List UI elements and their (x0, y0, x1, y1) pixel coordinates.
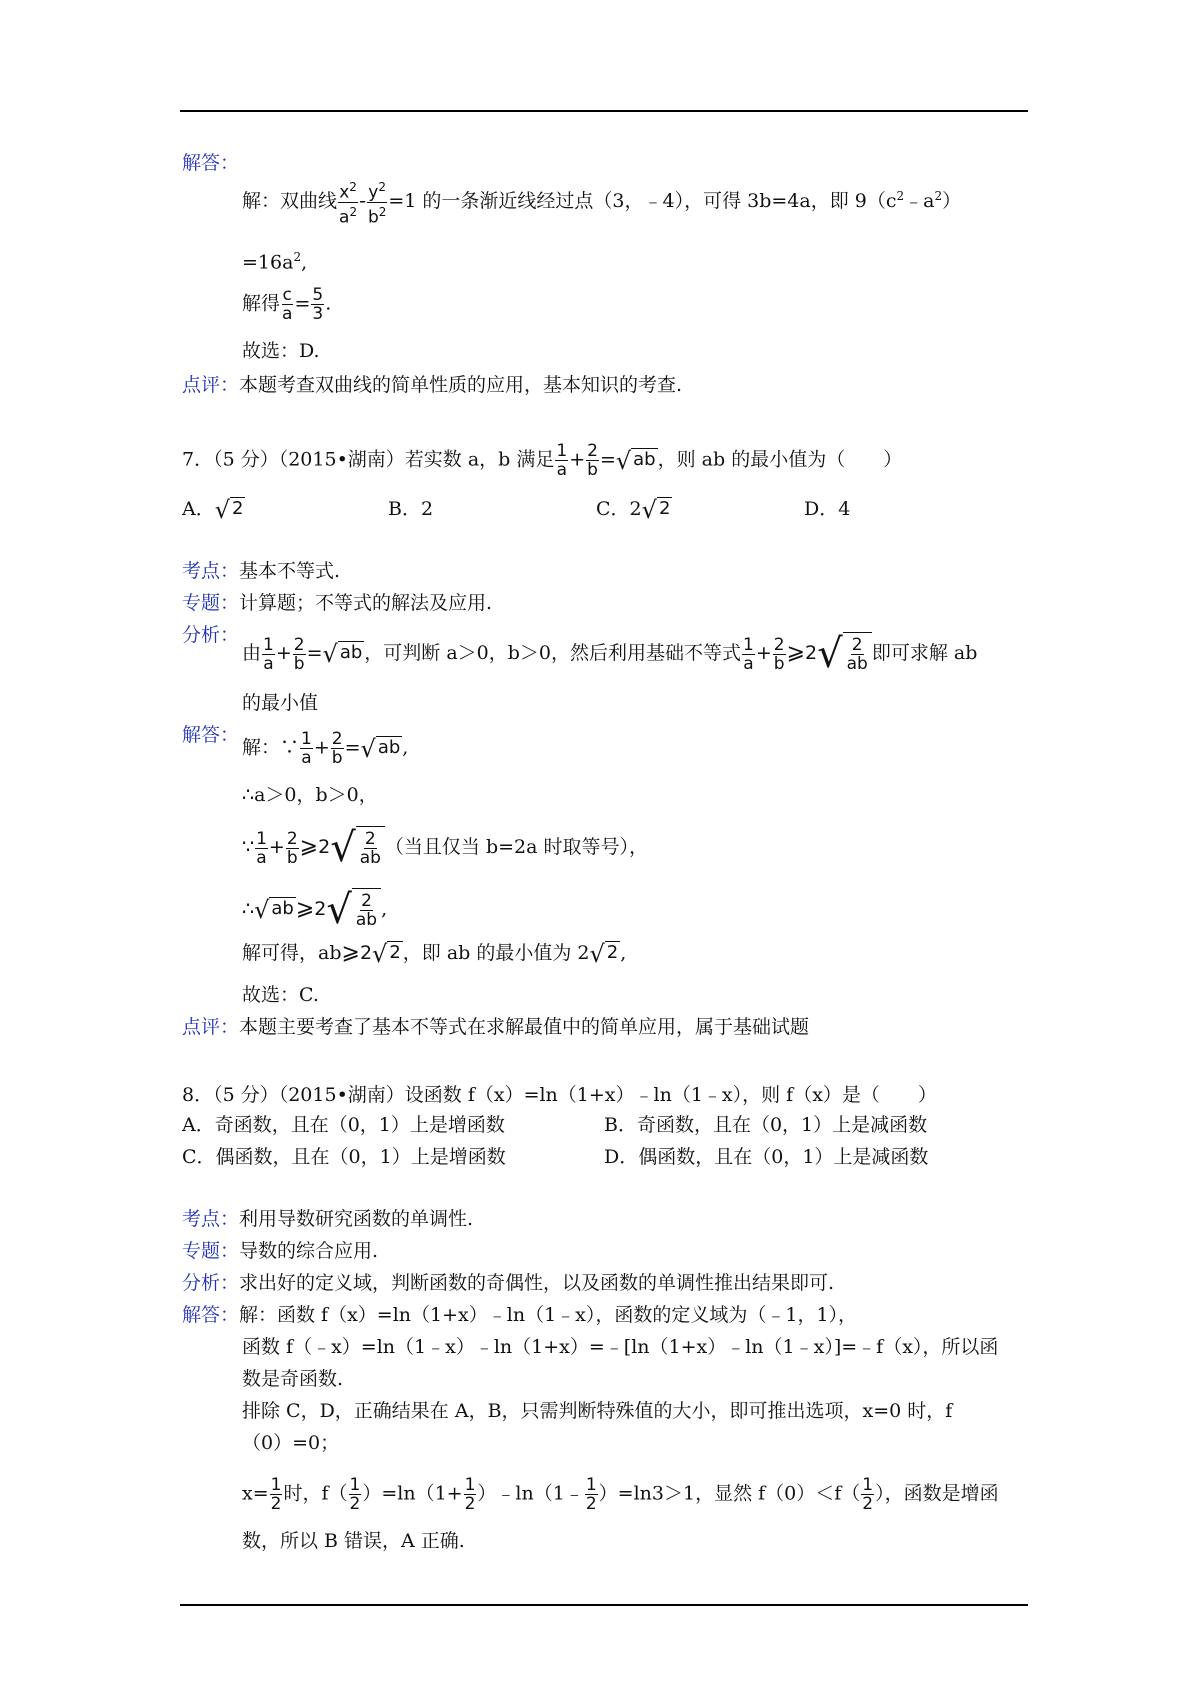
q7-solution-line2: ∴a＞0，b＞0， (242, 784, 378, 806)
sqrt-2-over-ab: √ $\frac{2}{ab}$ (326, 888, 381, 932)
q7-analysis-line2: 的最小值 (242, 692, 319, 714)
q7-comment: 点评：本题主要考查了基本不等式在求解最值中的简单应用，属于基础试题 (182, 1016, 810, 1038)
q8-answer-line2: 函数 f（﹣x）=ln（1﹣x）﹣ln（1+x）=﹣[ln（1+x）﹣ln（1﹣x）]=﹣f（x），所以函 (242, 1336, 999, 1358)
frac-x2-a2: $\frac{x^2}{a^2}$ (339, 180, 358, 228)
sqrt-ab: √ ab (254, 896, 294, 924)
q7-analysis-line1: 由 $\frac{1}{a}$ + $\frac{2}{b}$ = √ ab ，可判断 a＞0，b＞0，然后利用基础不等式 $\frac{1}{a}$ + $\frac{2}{b}$ ⩾2 √ $\frac{2}{ab}$ 即可求解 ab (242, 631, 978, 677)
q7-option-c: C．2 √ 2 (596, 496, 671, 524)
frac-2-b: $\frac{2}{b}$ (286, 828, 298, 868)
sqrt-2: √ 2 (214, 496, 244, 524)
q8-option-c: C．偶函数，且在（0，1）上是增函数 (182, 1146, 506, 1168)
frac-2-b: $\frac{2}{b}$ (331, 729, 343, 768)
frac-1-a: $\frac{1}{a}$ (556, 441, 568, 480)
q8-answer-line3: 数是奇函数. (242, 1368, 344, 1390)
q7-topic: 专题：计算题；不等式的解法及应用. (182, 592, 493, 614)
q7-option-b: B．2 (388, 498, 434, 520)
sqrt-ab: √ ab (615, 446, 656, 475)
q7-solution-line4: ∴ √ ab ⩾2 √ $\frac{2}{ab}$ , (242, 887, 388, 933)
frac-2-b: $\frac{2}{b}$ (587, 441, 598, 480)
frac-y2-b2: $\frac{y^2}{b^2}$ (367, 180, 387, 228)
sqrt-2: √ 2 (372, 940, 401, 968)
bottom-rule (180, 1604, 1028, 1606)
q7-solution-line1: 解：∵ $\frac{1}{a}$ + $\frac{2}{b}$ = √ ab , (242, 729, 409, 768)
q8-answer-line6: x= $\frac{1}{2}$ 时，f（ $\frac{1}{2}$ ）=ln（1+ $\frac{1}{2}$ ）﹣ln（1﹣ $\frac{1}{2}$ ）=ln3＞1，显然 f（0）＜f（ $\frac{1}{2}$ ），函数是增函 (242, 1475, 999, 1514)
q8-analysis: 分析：求出好的定义域，判断函数的奇偶性，以及函数的单调性推出结果即可. (182, 1272, 835, 1294)
q7-option-a: A． √ 2 (182, 496, 244, 524)
frac-1-a: $\frac{1}{a}$ (256, 828, 267, 868)
frac-2-b: $\frac{2}{b}$ (293, 634, 305, 674)
q8-answer-line4: 排除 C，D，正确结果在 A，B，只需判断特殊值的大小，即可推出选项，x=0 时，f (242, 1400, 953, 1422)
frac-half: $\frac{1}{2}$ (464, 1475, 476, 1514)
q8-answer-line1: 解答：解：函数 f（x）=ln（1+x）﹣ln（1﹣x），函数的定义域为（﹣1，1）， (182, 1304, 858, 1326)
q8-stem: 8．（5 分）（2015•湖南）设函数 f（x）=ln（1+x）﹣ln（1﹣x），则 f（x）是（ ） (182, 1084, 937, 1106)
q6-comment: 点评：本题考查双曲线的简单性质的应用，基本知识的考查. (182, 374, 683, 396)
sqrt-ab: √ ab (322, 640, 363, 668)
sqrt-2-over-ab: √ $\frac{2}{ab}$ (330, 826, 385, 870)
frac-half: $\frac{1}{2}$ (585, 1475, 597, 1514)
q6-choose: 故选：D. (242, 340, 320, 362)
q7-point: 考点：基本不等式. (182, 560, 341, 582)
q7-solution-line5: 解可得，ab⩾2 √ 2 ，即 ab 的最小值为 2 √ 2 , (242, 940, 627, 968)
q8-option-d: D．偶函数，且在（0，1）上是减函数 (604, 1146, 929, 1168)
q8-option-b: B．奇函数，且在（0，1）上是减函数 (604, 1114, 928, 1136)
frac-c-a: $\frac{c}{a}$ (282, 285, 293, 324)
label-answer: 解答： (182, 724, 240, 746)
frac-5-3: $\frac{5}{3}$ (312, 285, 324, 324)
label-answer: 解答： (182, 152, 240, 174)
label-analysis: 分析： (182, 624, 240, 646)
q8-topic: 专题：导数的综合应用. (182, 1240, 379, 1262)
frac-1-a: $\frac{1}{a}$ (263, 634, 274, 674)
frac-half: $\frac{1}{2}$ (270, 1475, 282, 1514)
q8-answer-line5: （0）=0； (242, 1432, 340, 1454)
q8-point: 考点：利用导数研究函数的单调性. (182, 1208, 474, 1230)
frac-half: $\frac{1}{2}$ (349, 1475, 361, 1514)
q8-option-a: A．奇函数，且在（0，1）上是增函数 (182, 1114, 505, 1136)
q7-solution-line3: ∵ $\frac{1}{a}$ + $\frac{2}{b}$ ⩾2 √ $\frac{2}{ab}$ （当且仅当 b=2a 时取等号）， (242, 825, 649, 871)
frac-1-a: $\frac{1}{a}$ (301, 729, 312, 768)
top-rule (180, 110, 1028, 112)
frac-half: $\frac{1}{2}$ (862, 1475, 874, 1514)
q7-option-d: D．4 (804, 498, 851, 520)
q7-stem: 7．（5 分）（2015•湖南）若实数 a，b 满足 $\frac{1}{a}$ + $\frac{2}{b}$ = √ ab ，则 ab 的最小值为（ ） (182, 441, 903, 480)
q6-answer-line2: $=16a^2$, (242, 250, 308, 274)
frac-2-b: $\frac{2}{b}$ (773, 634, 785, 674)
sqrt-2-over-ab: √ $\frac{2}{ab}$ (817, 632, 872, 676)
q8-answer-line7: 数，所以 B 错误，A 正确. (242, 1530, 465, 1552)
sqrt-ab: √ ab (360, 734, 401, 763)
q7-choose: 故选：C. (242, 984, 319, 1006)
sqrt-2: √ 2 (589, 940, 619, 968)
frac-1-a: $\frac{1}{a}$ (743, 634, 754, 674)
sqrt-2: √ 2 (641, 496, 671, 524)
q6-answer-line3: 解得 $\frac{c}{a}$ = $\frac{5}{3}$ . (242, 285, 332, 324)
q6-answer-line1: 解：双曲线 $\frac{x^2}{a^2}$ - $\frac{y^2}{b^2}$ =1 的一条渐近线经过点（3，﹣4），可得 3b=4a，即 $9(c^2﹣a^2)$ (242, 180, 962, 228)
